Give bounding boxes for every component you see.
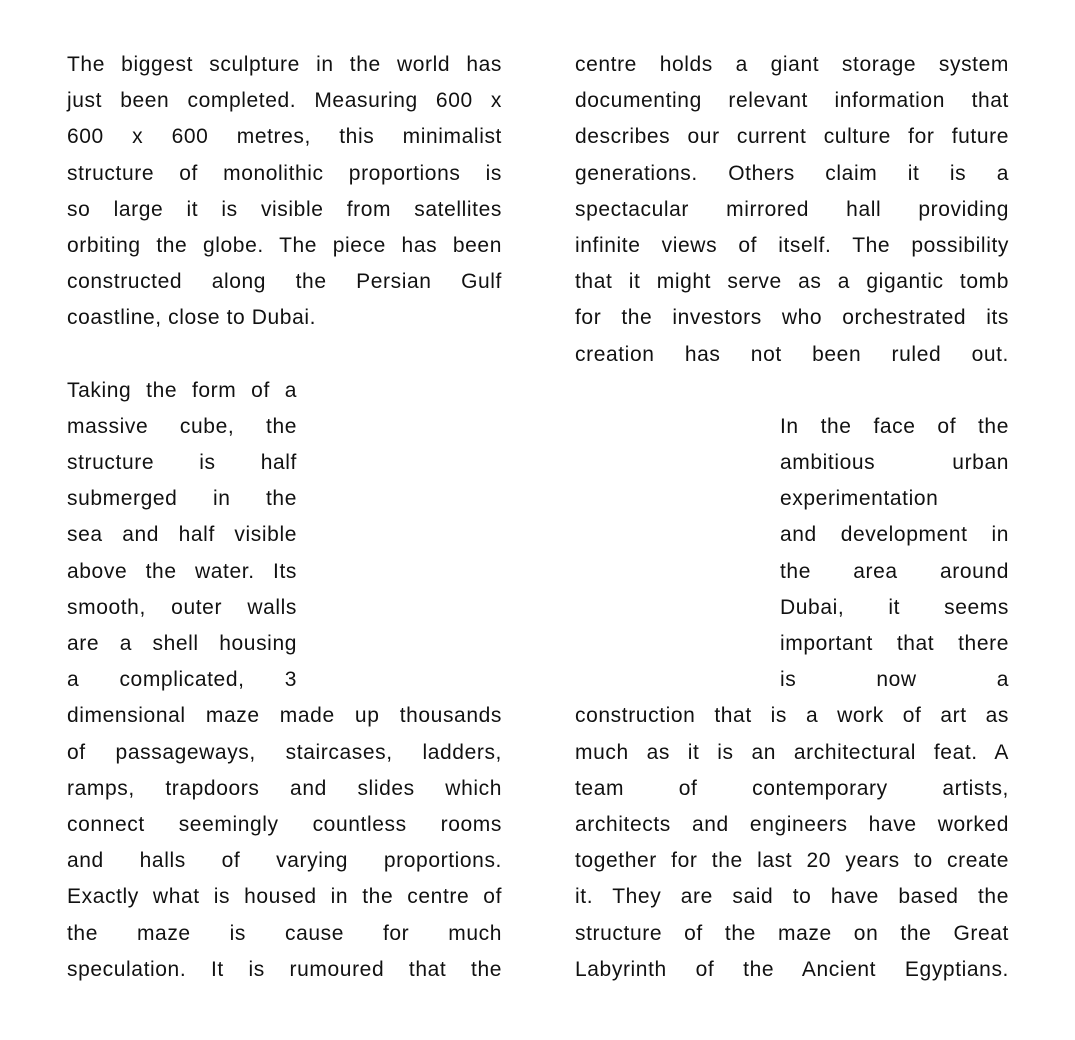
text-line: constructed along the Persian Gulf <box>67 270 502 294</box>
text-line: documenting relevant information that <box>575 89 1009 113</box>
text-line: architects and engineers have worked <box>575 812 1009 836</box>
text-line: Taking the form of a <box>67 378 297 402</box>
text-line: important that there <box>780 632 1009 655</box>
text-line: of passageways, staircases, ladders, <box>67 740 502 764</box>
text-line: so large it is visible from satellites <box>67 197 502 221</box>
text-line: experimentation <box>780 487 939 511</box>
text-line: describes our current culture for future <box>575 125 1009 149</box>
text-line: ramps, trapdoors and slides which <box>67 776 502 800</box>
text-line: smooth, outer walls <box>67 595 297 619</box>
text-line: The biggest sculpture in the world has <box>67 53 502 76</box>
text-line: spectacular mirrored hall providing <box>575 197 1009 221</box>
text-line: generations. Others claim it is a <box>575 161 1009 185</box>
right-column <box>575 51 1009 992</box>
text-line: construction that is a work of art as <box>575 704 1009 728</box>
text-line: submerged in the <box>67 487 297 511</box>
text-line: coastline, close to Dubai. <box>67 306 317 330</box>
paragraph-speculation-continued <box>575 51 1009 377</box>
left-column <box>67 51 502 992</box>
text-line: just been completed. Measuring 600 x <box>67 89 502 113</box>
text-line: 600 x 600 metres, this minimalist <box>67 125 502 149</box>
text-line: connect seemingly countless rooms <box>67 812 502 836</box>
text-line: speculation. It is rumoured that the <box>67 957 502 981</box>
text-line: creation has not been ruled out. <box>575 342 1009 366</box>
text-line: much as it is an architectural feat. A <box>575 740 1009 764</box>
text-line: a complicated, 3 <box>67 668 297 692</box>
paragraph-spacer <box>575 377 1009 413</box>
text-line: ambitious urban <box>780 451 1009 475</box>
text-line: the maze is cause for much <box>67 921 502 945</box>
paragraph-urban-context <box>575 413 1009 992</box>
text-line: sea and half visible <box>67 523 297 547</box>
text-line: are a shell housing <box>67 632 297 655</box>
text-line: structure is half <box>67 451 297 475</box>
text-line: dimensional maze made up thousands <box>67 704 502 728</box>
text-line: together for the last 20 years to create <box>575 849 1009 873</box>
text-line: it. They are said to have based the <box>575 885 1009 909</box>
text-line: structure of monolithic proportions is <box>67 161 502 185</box>
text-line: for the investors who orchestrated its <box>575 306 1009 330</box>
text-line: centre holds a giant storage system <box>575 53 1009 76</box>
text-line: the area around <box>780 559 1009 583</box>
text-line: In the face of the <box>780 414 1009 438</box>
text-line: orbiting the globe. The piece has been <box>67 233 502 257</box>
text-line: and halls of varying proportions. <box>67 849 502 873</box>
paragraph-intro <box>67 51 502 341</box>
text-line: above the water. Its <box>67 559 297 583</box>
text-line: infinite views of itself. The possibility <box>575 233 1009 257</box>
text-line: massive cube, the <box>67 414 297 438</box>
text-line: is now a <box>780 668 1009 692</box>
text-line: Exactly what is housed in the centre of <box>67 885 502 909</box>
text-line: Labyrinth of the Ancient Egyptians. <box>575 957 1009 981</box>
paragraph-spacer <box>67 341 502 377</box>
text-line: structure of the maze on the Great <box>575 921 1009 945</box>
text-line: and development in <box>780 523 1009 547</box>
paragraph-cube <box>67 377 502 992</box>
text-line: that it might serve as a gigantic tomb <box>575 270 1009 294</box>
text-line: team of contemporary artists, <box>575 776 1009 800</box>
text-line: Dubai, it seems <box>780 595 1009 619</box>
